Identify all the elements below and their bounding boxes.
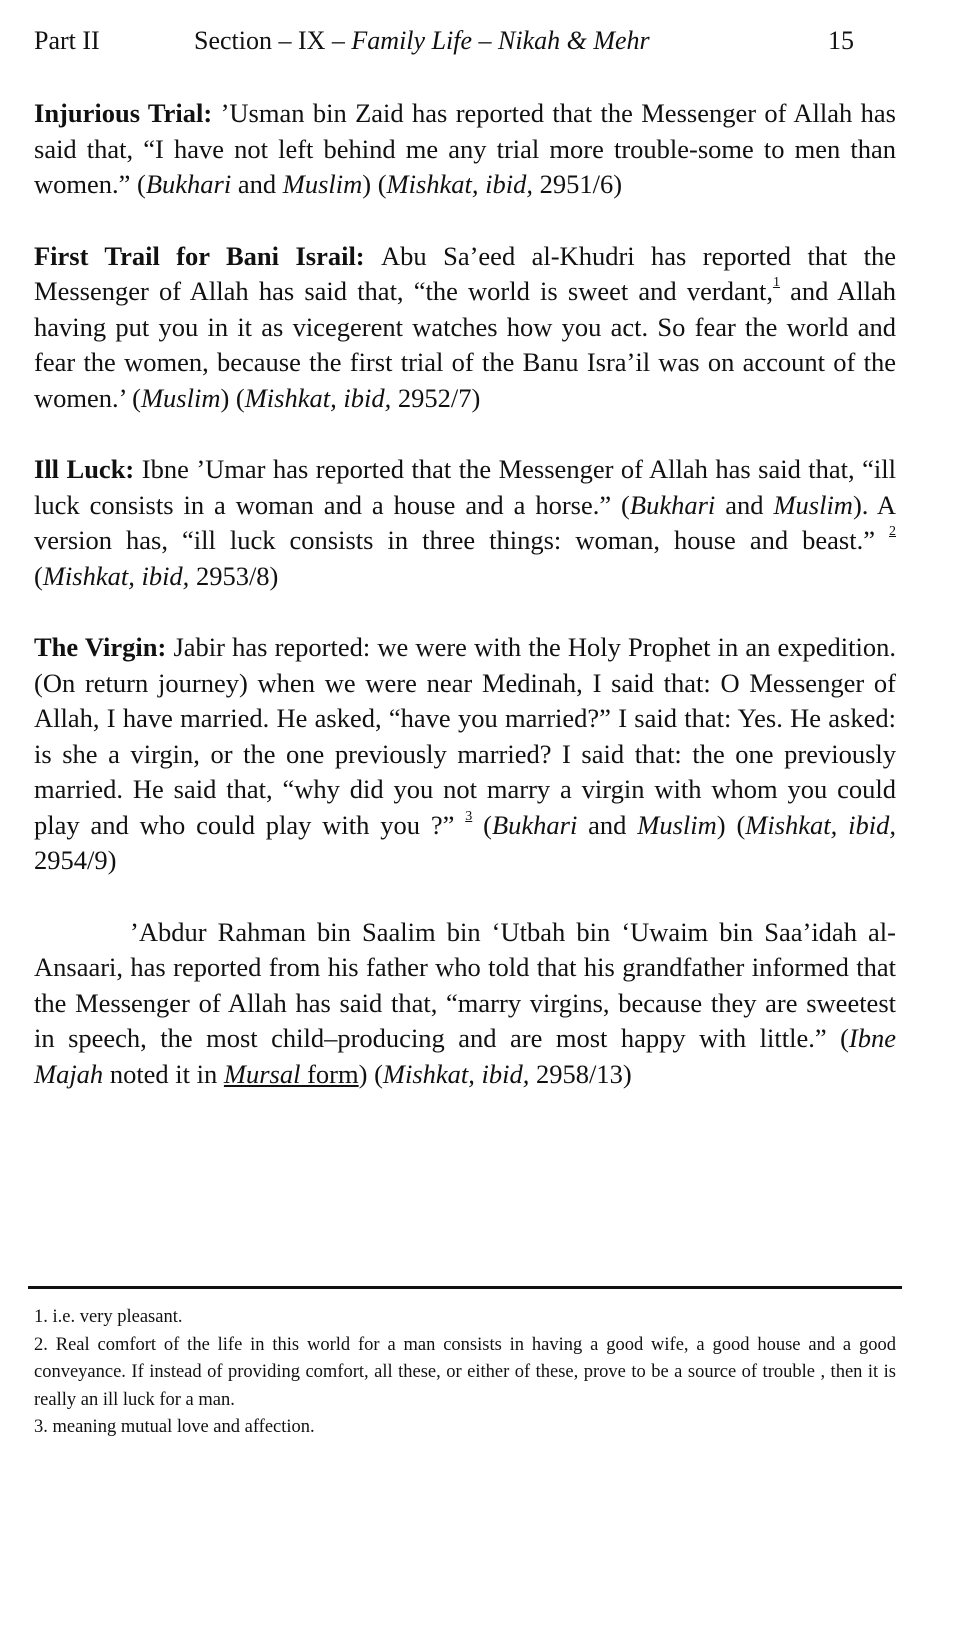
footnote: 3. meaning mutual love and affection. xyxy=(34,1417,315,1437)
page-number: 15 xyxy=(828,26,854,55)
text-run: ) ( xyxy=(716,809,746,840)
text-run: 2952/7) xyxy=(391,382,481,413)
text-run: ) ( xyxy=(362,169,387,199)
text-run: Ibne Majah xyxy=(34,1023,896,1089)
text-run: and xyxy=(577,809,638,840)
text-run: Ibne ’Umar has reported that the Messenger of Allah has said that, “ill luck consists in a woman and a house and a horse.” ( xyxy=(34,454,897,520)
text-run: ) ( xyxy=(358,1058,383,1089)
text-run: 2954/9) xyxy=(34,845,117,875)
text-run: 2953/8) xyxy=(189,560,279,591)
page-body xyxy=(34,96,896,1092)
text-run: 2951/6) xyxy=(533,169,623,199)
text-run: Mursal xyxy=(223,1058,301,1089)
text-run: ’Usman bin Zaid has reported that the Messenger of Allah has said that, “I have not left behind me any trial more trouble-some to men than women.” ( xyxy=(34,98,896,199)
text-run: and Allah having put you in it as vicegerent watches how you act. So fear the world and fear the women, because the first trial of the Banu Isra’il was on account of the women.’ ( xyxy=(34,276,896,413)
text-run: Muslim xyxy=(637,809,717,840)
text-run: ( xyxy=(472,809,492,840)
paragraph-heading: First Trail for Bani Israil: xyxy=(34,240,382,271)
text-run: Muslim xyxy=(282,169,363,199)
footnote: 1. i.e. very pleasant. xyxy=(34,1307,183,1327)
header-part: Part II xyxy=(34,26,100,55)
text-run: ). A version has, “ill luck consists in three things: woman, house and beast.” xyxy=(34,489,897,555)
text-run: Bukhari xyxy=(145,169,232,199)
running-header xyxy=(34,26,854,56)
paragraph xyxy=(34,452,896,594)
paragraph-heading: Ill Luck: xyxy=(34,454,142,484)
text-run: ) ( xyxy=(220,382,245,413)
text-run: Muslim xyxy=(773,489,853,520)
paragraph xyxy=(34,630,896,879)
text-run: and xyxy=(231,169,283,199)
footnote-ref: 3 xyxy=(465,808,473,824)
header-section xyxy=(194,26,814,56)
paragraph xyxy=(34,239,896,417)
text-run: ( xyxy=(34,560,43,591)
text-run: Muslim xyxy=(140,382,221,413)
paragraph xyxy=(34,96,896,203)
text-run: Abu Sa’eed al-Khudri has reported that the Messenger of Allah has said that, “the world is sweet and verdant, xyxy=(34,240,896,306)
text-run: form xyxy=(300,1058,359,1089)
paragraph xyxy=(34,915,896,1093)
text-run: noted it in xyxy=(103,1058,224,1089)
footnote-divider xyxy=(28,1286,902,1289)
paragraph-heading: Injurious Trial: xyxy=(34,98,221,128)
text-run: Bukhari xyxy=(491,809,578,840)
text-run: ’Abdur Rahman bin Saalim bin ‘Utbah bin ‘Uwaim bin Saa’idah al-Ansaari, has reported from his father who told that his grandfather informed that the Messenger of Allah has said that, “marry virgins, because they are sweetest in speech, the most child–producing and are most happy with little.” ( xyxy=(34,916,896,1053)
text-run: 2958/13) xyxy=(529,1058,632,1089)
text-run: and xyxy=(715,489,774,520)
footnotes xyxy=(34,1304,896,1442)
header-section-title: Family Life – Nikah & Mehr xyxy=(351,26,650,55)
text-run: Mishkat, ibid, xyxy=(244,382,392,413)
text-run: Mishkat, ibid, xyxy=(42,560,190,591)
text-run: Bukhari xyxy=(629,489,716,520)
text-run: Mishkat, ibid, xyxy=(745,809,896,840)
text-run: Mishkat, ibid, xyxy=(386,169,534,199)
paragraph-heading: The Virgin: xyxy=(34,632,174,662)
footnote-ref: 1 xyxy=(772,275,780,290)
text-run: Jabir has reported: we were with the Holy Prophet in an expedition. (On return journey) when we were near Medinah, I said that: O Messenger of Allah, I have married. He asked, “have you married?” I said that: Yes. He asked: is she a virgin, or the one previously married? I said that: the one previously married. He said that, “why did you not marry a virgin with whom you could play and who could play with you ?” xyxy=(34,632,896,840)
footnote: 2. Real comfort of the life in this world for a man consists in having a good wife, a good house and a good conveyance. If instead of providing comfort, all these, or either of these, prove to be a source of trouble , then it is really an ill luck for a man. xyxy=(34,1334,896,1410)
header-section-label: Section – IX – xyxy=(194,26,352,55)
footnote-ref: 2 xyxy=(889,524,896,539)
text-run: Mishkat, ibid, xyxy=(382,1058,530,1089)
